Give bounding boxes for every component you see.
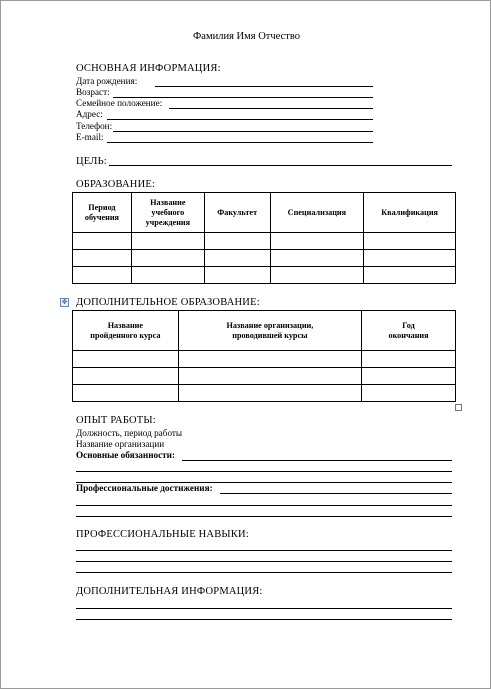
additional-info-heading: ДОПОЛНИТЕЛЬНАЯ ИНФОРМАЦИЯ:	[76, 586, 263, 597]
table-cell[interactable]	[73, 267, 132, 284]
table-cell[interactable]	[364, 267, 456, 284]
goal-line[interactable]	[109, 165, 452, 166]
marital-status-line[interactable]	[169, 108, 373, 109]
organization-name-text: Название организации	[76, 439, 165, 449]
skills-line-2[interactable]	[76, 561, 452, 562]
full-name-title[interactable]: Фамилия Имя Отчество	[193, 31, 300, 42]
table-cell[interactable]	[364, 250, 456, 267]
table-cell[interactable]	[270, 267, 364, 284]
table-row	[73, 385, 456, 402]
col-qualification: Квалификация	[364, 193, 456, 233]
table-row	[73, 233, 456, 250]
table-cell[interactable]	[178, 351, 361, 368]
table-row	[73, 351, 456, 368]
duties-line[interactable]	[182, 460, 452, 461]
col-course-name: Название пройденного курса	[73, 311, 179, 351]
table-resize-handle[interactable]	[455, 404, 462, 411]
duties-line-2[interactable]	[76, 471, 452, 472]
table-cell[interactable]	[204, 250, 270, 267]
extra-education-heading: ДОПОЛНИТЕЛЬНОЕ ОБРАЗОВАНИЕ:	[76, 297, 260, 308]
col-specialization: Специализация	[270, 193, 364, 233]
table-row	[73, 368, 456, 385]
birth-date-label: Дата рождения:	[76, 76, 138, 86]
table-cell[interactable]	[270, 233, 364, 250]
extra-education-header-row	[73, 311, 456, 351]
experience-heading: ОПЫТ РАБОТЫ:	[76, 415, 156, 426]
table-row	[73, 250, 456, 267]
birth-date-line[interactable]	[155, 86, 373, 87]
education-heading: ОБРАЗОВАНИЕ:	[76, 179, 156, 190]
col-faculty: Факультет	[204, 193, 270, 233]
duties-label: Основные обязанности:	[76, 450, 176, 460]
extra-education-table	[72, 310, 456, 402]
basic-info-heading: ОСНОВНАЯ ИНФОРМАЦИЯ:	[76, 63, 221, 74]
skills-line-1[interactable]	[76, 550, 452, 551]
achievements-line-3[interactable]	[76, 516, 452, 517]
table-cell[interactable]	[131, 267, 204, 284]
table-cell[interactable]	[178, 368, 361, 385]
achievements-label: Профессиональные достижения:	[76, 483, 213, 493]
table-cell[interactable]	[73, 385, 179, 402]
age-label: Возраст:	[76, 87, 110, 97]
table-cell[interactable]	[204, 267, 270, 284]
col-year: Год окончания	[362, 311, 456, 351]
table-cell[interactable]	[364, 233, 456, 250]
col-period: Период обучения	[73, 193, 132, 233]
address-line[interactable]	[107, 119, 373, 120]
marital-status-label: Семейное положение:	[76, 98, 163, 108]
table-cell[interactable]	[131, 233, 204, 250]
col-institution: Название учебного учреждения	[131, 193, 204, 233]
table-cell[interactable]	[178, 385, 361, 402]
skills-line-3[interactable]	[76, 572, 452, 573]
table-cell[interactable]	[270, 250, 364, 267]
table-cell[interactable]	[73, 250, 132, 267]
table-cell[interactable]	[204, 233, 270, 250]
goal-label: ЦЕЛЬ:	[76, 156, 107, 167]
table-cell[interactable]	[73, 351, 179, 368]
education-header-row	[73, 193, 456, 233]
achievements-line-2[interactable]	[76, 505, 452, 506]
achievements-line[interactable]	[220, 493, 452, 494]
table-cell[interactable]	[73, 368, 179, 385]
education-table	[72, 192, 456, 284]
phone-label: Телефон:	[76, 121, 113, 131]
skills-heading: ПРОФЕССИОНАЛЬНЫЕ НАВЫКИ:	[76, 529, 249, 540]
table-cell[interactable]	[362, 368, 456, 385]
table-cell[interactable]	[362, 385, 456, 402]
table-row	[73, 267, 456, 284]
additional-line-2[interactable]	[76, 619, 452, 620]
phone-line[interactable]	[113, 131, 373, 132]
additional-line-1[interactable]	[76, 608, 452, 609]
table-cell[interactable]	[131, 250, 204, 267]
table-cell[interactable]	[73, 233, 132, 250]
email-label: E-mail:	[76, 132, 104, 142]
position-period-text: Должность, период работы	[76, 428, 183, 438]
email-line[interactable]	[107, 142, 373, 143]
address-label: Адрес:	[76, 109, 103, 119]
col-organization: Название организации, проводившей курсы	[178, 311, 361, 351]
table-move-handle-icon[interactable]: ✥	[61, 298, 68, 306]
table-cell[interactable]	[362, 351, 456, 368]
